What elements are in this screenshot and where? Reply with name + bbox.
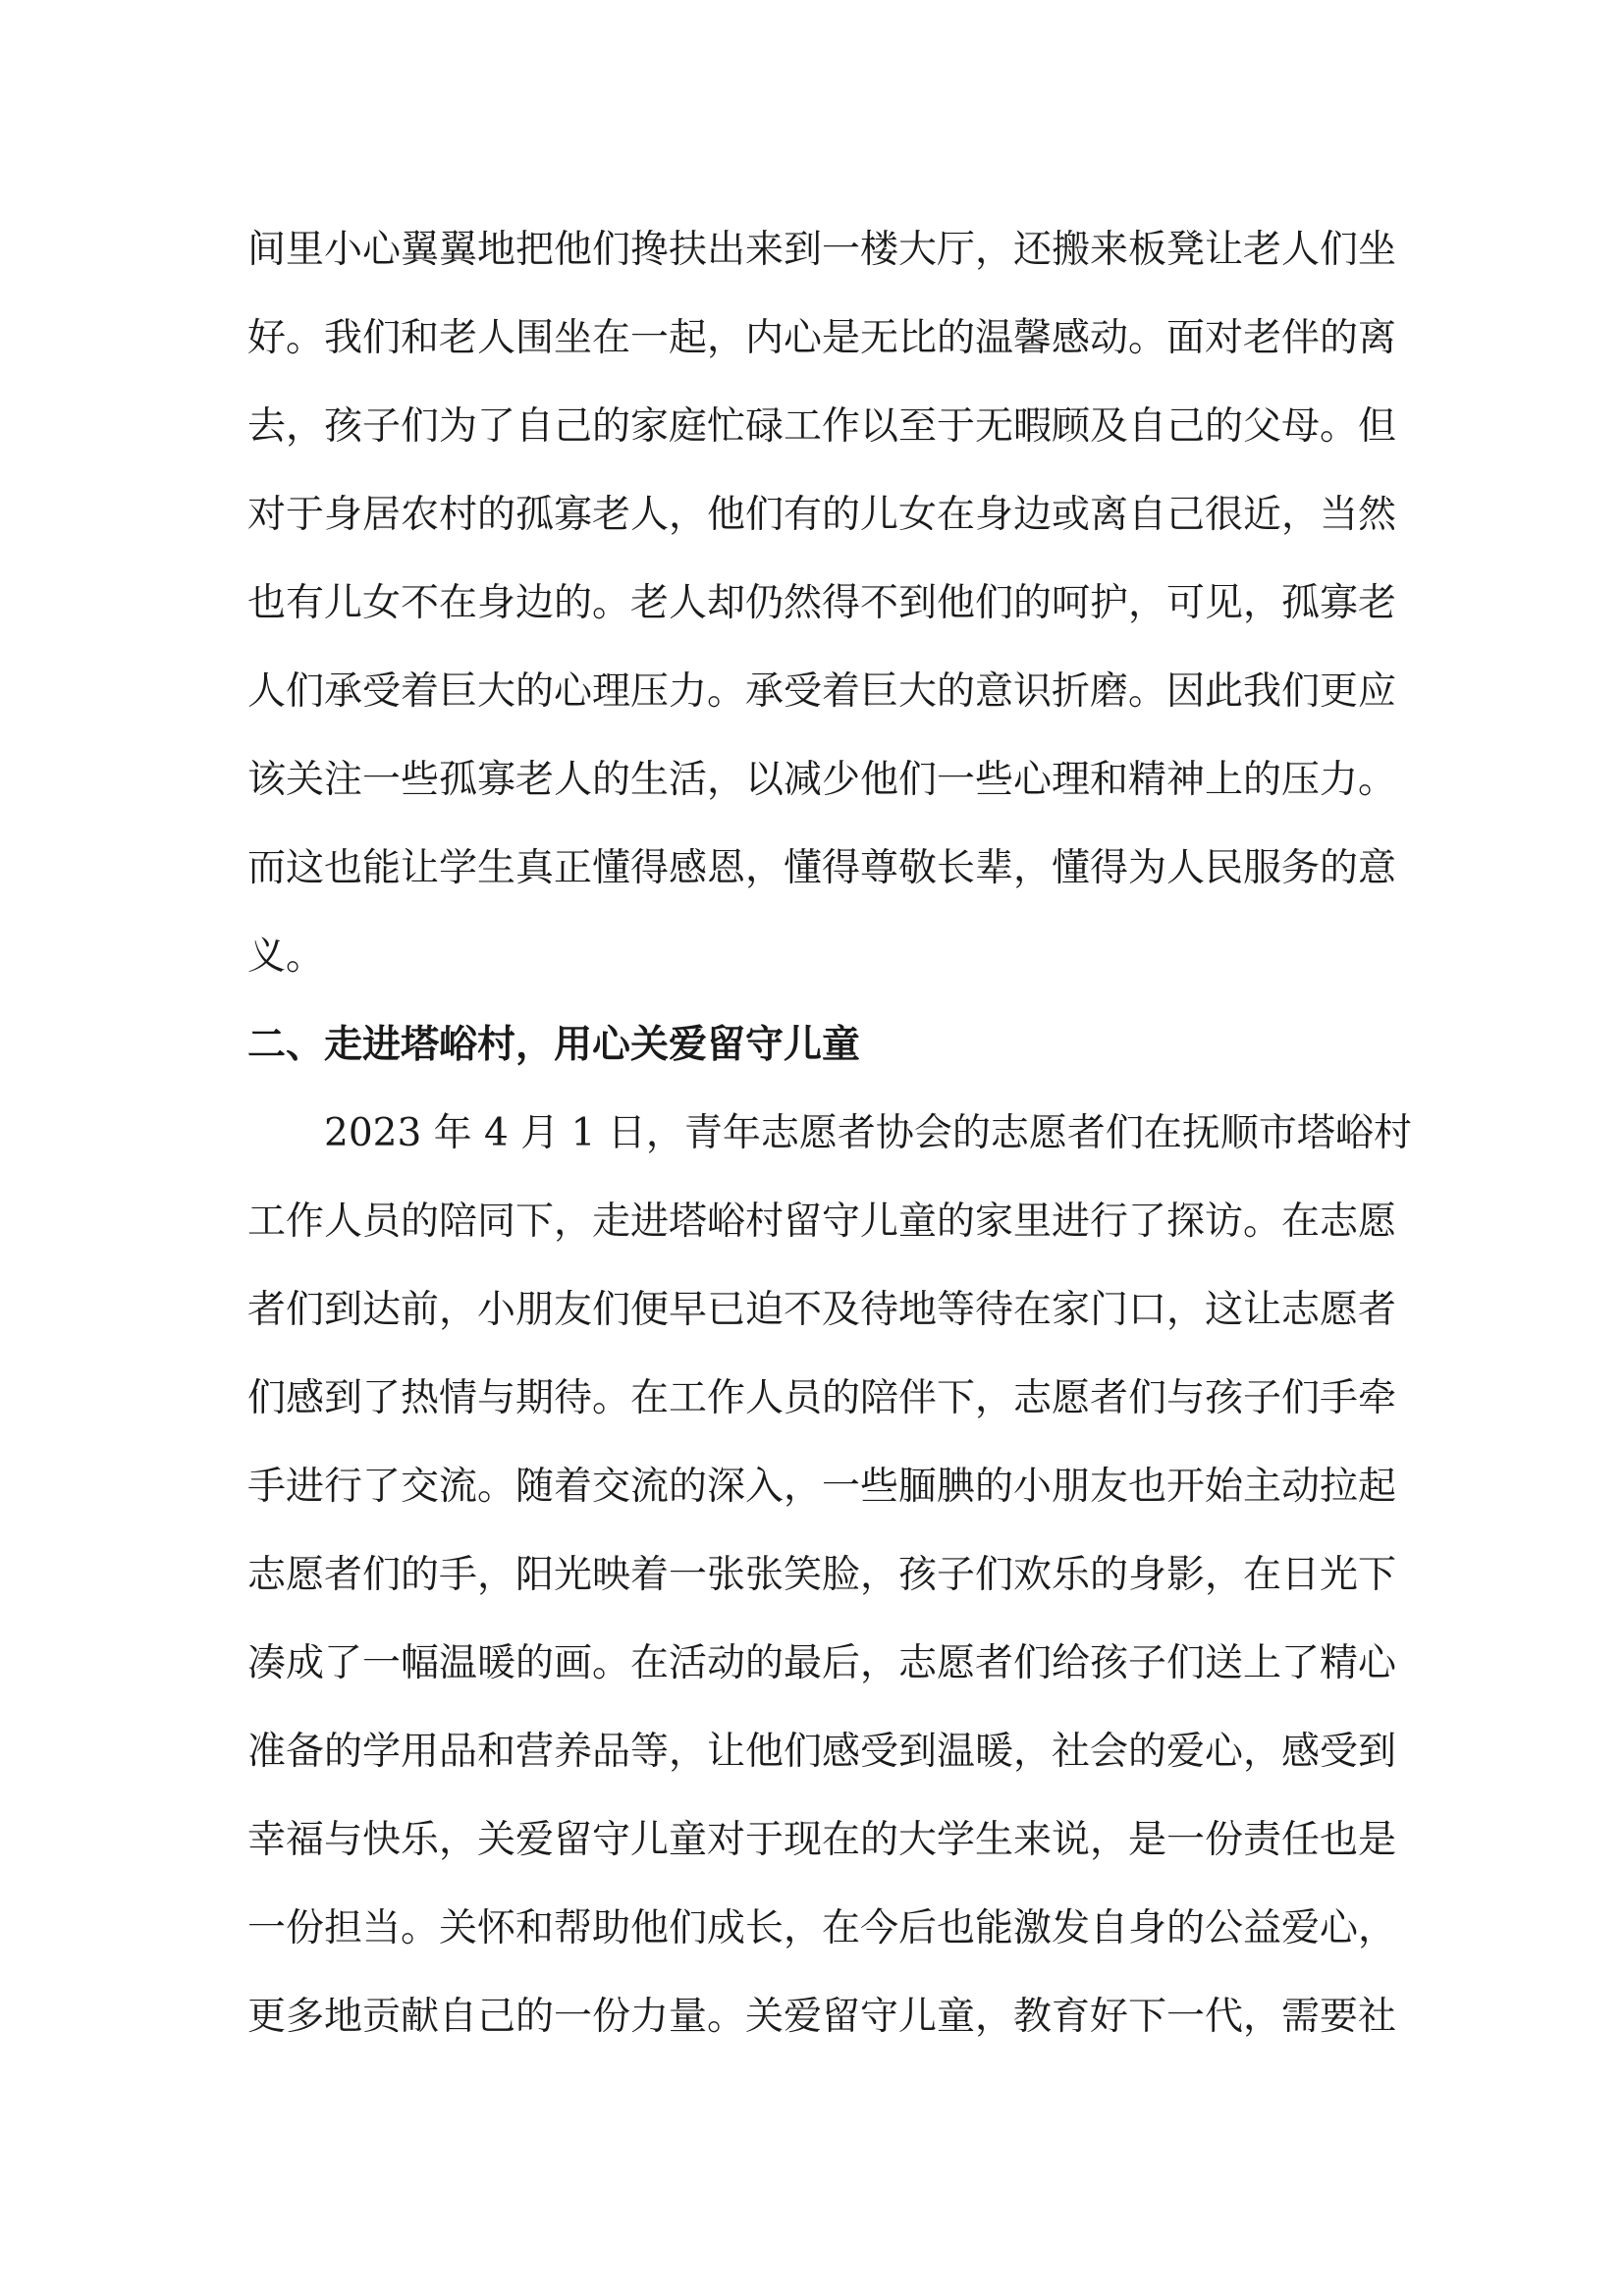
- text-line: 志愿者们的手，阳光映着一张张笑脸，孩子们欢乐的身影，在日光下: [247, 1553, 1397, 1597]
- text-line: 者们到达前，小朋友们便早已迫不及待地等待在家门口，这让志愿者: [247, 1288, 1397, 1332]
- text-line: 幸福与快乐，关爱留守儿童对于现在的大学生来说，是一份责任也是: [247, 1818, 1397, 1862]
- text-line: 更多地贡献自己的一份力量。关爱留守儿童，教育好下一代，需要社: [247, 1995, 1397, 2039]
- text-line: 准备的学用品和营养品等，让他们感受到温暖，社会的爱心，感受到: [247, 1730, 1397, 1774]
- text-line: 一份担当。关怀和帮助他们成长，在今后也能激发自身的公益爱心，: [247, 1906, 1397, 1950]
- paragraph-elderly-care: [247, 206, 1397, 1001]
- text-line: 凑成了一幅温暖的画。在活动的最后，志愿者们给孩子们送上了精心: [247, 1641, 1397, 1685]
- text-line: 对于身居农村的孤寡老人，他们有的儿女在身边或离自己很近，当然: [247, 493, 1397, 537]
- text-line: 们感到了热情与期待。在工作人员的陪伴下，志愿者们与孩子们手牵: [247, 1376, 1397, 1420]
- text-line: 2023 年 4 月 1 日，青年志愿者协会的志愿者们在抚顺市塔峪村: [324, 1111, 1412, 1155]
- text-line: 也有儿女不在身边的。老人却仍然得不到他们的呵护，可见，孤寡老: [247, 581, 1397, 625]
- text-line: 义。: [247, 934, 325, 979]
- text-line: 该关注一些孤寡老人的生活，以减少他们一些心理和精神上的压力。: [247, 758, 1397, 802]
- text-line: 工作人员的陪同下，走进塔峪村留守儿童的家里进行了探访。在志愿: [247, 1200, 1397, 1244]
- text-line: 间里小心翼翼地把他们搀扶出来到一楼大厅，还搬来板凳让老人们坐: [247, 228, 1397, 272]
- text-line: 人们承受着巨大的心理压力。承受着巨大的意识折磨。因此我们更应: [247, 669, 1397, 714]
- section-heading: 二、走进塔峪村，用心关爱留守儿童: [247, 1023, 861, 1067]
- text-line: 去，孩子们为了自己的家庭忙碌工作以至于无暇顾及自己的父母。但: [247, 404, 1397, 449]
- paragraph-left-behind-children: [247, 1090, 1412, 2061]
- text-line: 而这也能让学生真正懂得感恩，懂得尊敬长辈，懂得为人民服务的意: [247, 846, 1397, 890]
- document-body: [247, 206, 1412, 2061]
- text-line: 手进行了交流。随着交流的深入，一些腼腆的小朋友也开始主动拉起: [247, 1465, 1397, 1509]
- text-line: 好。我们和老人围坐在一起，内心是无比的温馨感动。面对老伴的离: [247, 316, 1397, 360]
